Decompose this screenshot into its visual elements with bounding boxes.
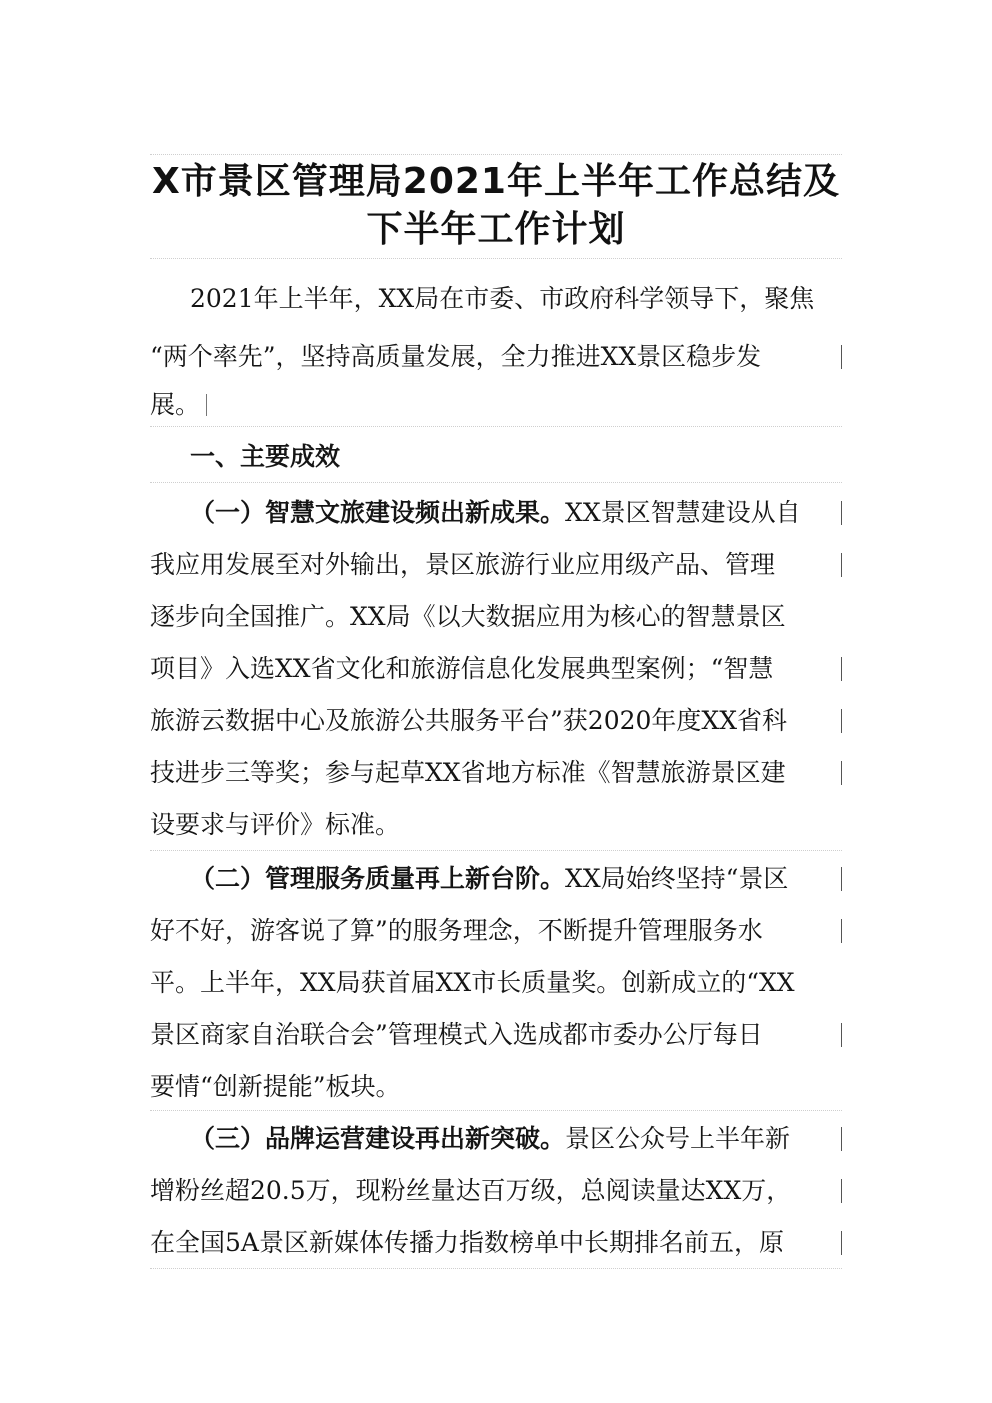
para3-line: 在全国5A景区新媒体传播力指数榜单中长期排名前五，原 (150, 1228, 784, 1257)
para3-first-rest: 景区公众号上半年新 (565, 1124, 791, 1153)
divider (150, 426, 842, 427)
para3-line: 增粉丝超20.5万，现粉丝量达百万级，总阅读量达XX万， (150, 1176, 792, 1205)
para1-line: 技进步三等奖；参与起草XX省地方标准《智慧旅游景区建 (150, 758, 786, 787)
text-boundary-mark (841, 867, 842, 891)
para1-lead: （一）智慧文旅建设频出新成果。 (190, 498, 566, 527)
para1-line: 项目》入选XX省文化和旅游信息化发展典型案例；“智慧 (150, 654, 774, 683)
divider (150, 1268, 842, 1269)
para1-line: 设要求与评价》标准。 (150, 810, 401, 839)
para1-first-rest: XX景区智慧建设从自 (565, 498, 801, 527)
para2-first-rest: XX局始终坚持“景区 (565, 864, 789, 893)
intro-line: 2021年上半年，XX局在市委、市政府科学领导下，聚焦 (190, 284, 815, 313)
para2-line: 好不好，游客说了算”的服务理念，不断提升管理服务水 (150, 916, 763, 945)
text-boundary-mark (841, 1231, 842, 1255)
para2-first-line (190, 850, 850, 908)
para2-lead: （二）管理服务质量再上新台阶。 (190, 864, 566, 893)
text-boundary-mark (841, 553, 842, 577)
text-boundary-mark (841, 657, 842, 681)
text-boundary-mark (841, 709, 842, 733)
para1-line: 旅游云数据中心及旅游公共服务平台”获2020年度XX省科 (150, 706, 788, 735)
text-boundary-mark (841, 761, 842, 785)
para1-first-line (190, 484, 850, 542)
document-title-line1: X市景区管理局2021年上半年工作总结及 (152, 161, 840, 202)
para2-line: 景区商家自治联合会”管理模式入选成都市委办公厅每日 (150, 1020, 763, 1049)
para3-lead: （三）品牌运营建设再出新突破。 (190, 1124, 566, 1153)
para2-line: 平。上半年，XX局获首届XX市长质量奖。创新成立的“XX (150, 968, 795, 997)
section-heading: 一、主要成效 (190, 442, 341, 471)
divider (150, 154, 842, 155)
para1-line: 逐步向全国推广。XX局《以大数据应用为核心的智慧景区 (150, 602, 786, 631)
text-boundary-mark (841, 919, 842, 943)
divider (150, 482, 842, 483)
document-title-line2: 下半年工作计划 (366, 209, 626, 250)
intro-line: 展。 (150, 390, 201, 419)
text-boundary-mark (841, 1179, 842, 1203)
para3-first-line (190, 1110, 850, 1168)
text-boundary-mark (841, 345, 842, 369)
para1-line: 我应用发展至对外输出，景区旅游行业应用级产品、管理 (150, 550, 776, 579)
divider (150, 258, 842, 259)
text-boundary-mark (841, 501, 842, 525)
text-boundary-mark (206, 394, 207, 416)
text-boundary-mark (841, 1127, 842, 1151)
para2-line: 要情“创新提能”板块。 (150, 1072, 401, 1101)
intro-line: “两个率先”，坚持高质量发展，全力推进XX景区稳步发 (150, 342, 762, 371)
text-boundary-mark (841, 1023, 842, 1047)
